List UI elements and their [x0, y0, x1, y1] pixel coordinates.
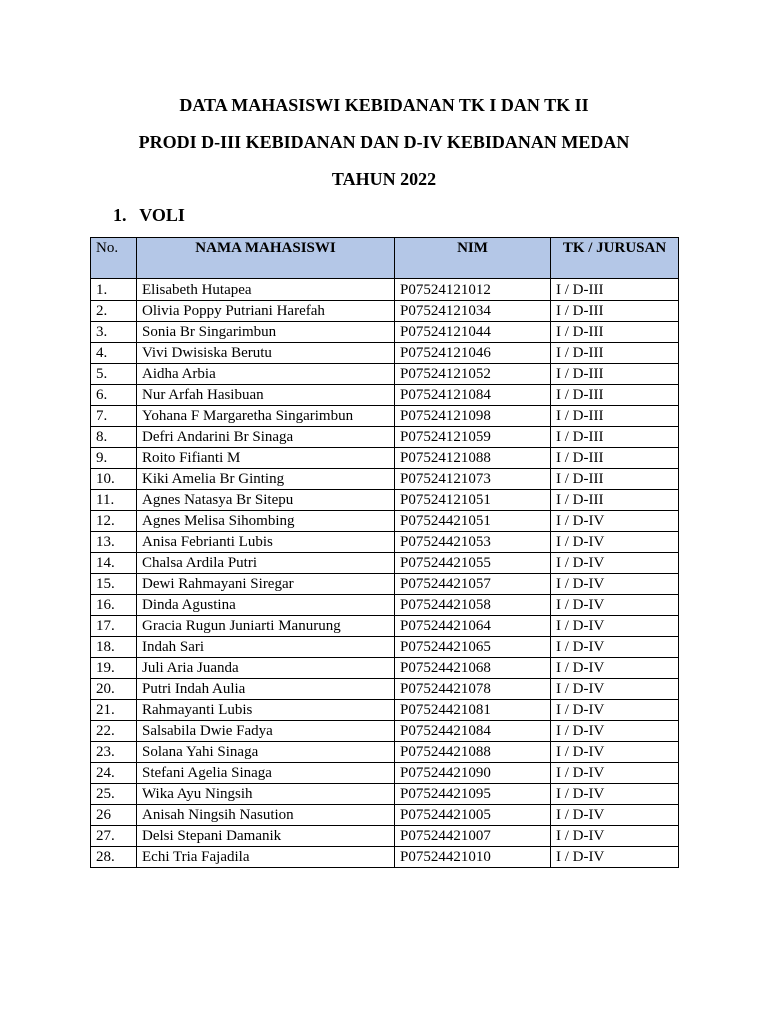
table-row: [91, 322, 679, 343]
section-title: VOLI: [139, 205, 185, 225]
table-row: [91, 301, 679, 322]
cell-nim: P07524121059: [395, 427, 551, 448]
cell-tk-jurusan: I / D-III: [551, 301, 679, 322]
table-row: [91, 721, 679, 742]
table-row: [91, 637, 679, 658]
cell-tk-jurusan: I / D-IV: [551, 532, 679, 553]
cell-nim: P07524421090: [395, 763, 551, 784]
table-row: [91, 427, 679, 448]
cell-nim: P07524421055: [395, 553, 551, 574]
cell-nim: P07524121051: [395, 490, 551, 511]
cell-no: 4.: [91, 343, 137, 364]
cell-name: Stefani Agelia Sinaga: [137, 763, 395, 784]
cell-name: Juli Aria Juanda: [137, 658, 395, 679]
cell-nim: P07524421058: [395, 595, 551, 616]
table-row: [91, 763, 679, 784]
cell-no: 11.: [91, 490, 137, 511]
cell-name: Wika Ayu Ningsih: [137, 784, 395, 805]
table-row: [91, 742, 679, 763]
cell-tk-jurusan: I / D-III: [551, 469, 679, 490]
cell-name: Solana Yahi Sinaga: [137, 742, 395, 763]
header-tk-jurusan: TK / JURUSAN: [551, 238, 679, 279]
section-heading: [113, 204, 185, 226]
cell-name: Defri Andarini Br Sinaga: [137, 427, 395, 448]
cell-tk-jurusan: I / D-IV: [551, 763, 679, 784]
cell-name: Indah Sari: [137, 637, 395, 658]
cell-nim: P07524121052: [395, 364, 551, 385]
cell-no: 27.: [91, 826, 137, 847]
cell-nim: P07524421064: [395, 616, 551, 637]
cell-no: 20.: [91, 679, 137, 700]
cell-no: 15.: [91, 574, 137, 595]
cell-tk-jurusan: I / D-IV: [551, 616, 679, 637]
cell-tk-jurusan: I / D-IV: [551, 784, 679, 805]
cell-no: 19.: [91, 658, 137, 679]
cell-no: 12.: [91, 511, 137, 532]
cell-no: 7.: [91, 406, 137, 427]
cell-tk-jurusan: I / D-IV: [551, 700, 679, 721]
table-row: [91, 343, 679, 364]
cell-nim: P07524421088: [395, 742, 551, 763]
cell-no: 13.: [91, 532, 137, 553]
cell-tk-jurusan: I / D-III: [551, 427, 679, 448]
table-row: [91, 448, 679, 469]
document-title: DATA MAHASISWI KEBIDANAN TK I DAN TK II: [179, 95, 589, 115]
table-row: [91, 616, 679, 637]
table-row: [91, 490, 679, 511]
cell-name: Kiki Amelia Br Ginting: [137, 469, 395, 490]
cell-no: 1.: [91, 279, 137, 301]
cell-name: Salsabila Dwie Fadya: [137, 721, 395, 742]
cell-name: Sonia Br Singarimbun: [137, 322, 395, 343]
cell-tk-jurusan: I / D-IV: [551, 721, 679, 742]
cell-no: 26: [91, 805, 137, 826]
student-table: [90, 237, 679, 868]
cell-nim: P07524121012: [395, 279, 551, 301]
cell-tk-jurusan: I / D-IV: [551, 826, 679, 847]
cell-no: 3.: [91, 322, 137, 343]
cell-no: 23.: [91, 742, 137, 763]
cell-nim: P07524121046: [395, 343, 551, 364]
cell-name: Agnes Natasya Br Sitepu: [137, 490, 395, 511]
cell-no: 16.: [91, 595, 137, 616]
cell-name: Agnes Melisa Sihombing: [137, 511, 395, 532]
cell-name: Dinda Agustina: [137, 595, 395, 616]
table-row: [91, 553, 679, 574]
cell-no: 17.: [91, 616, 137, 637]
cell-tk-jurusan: I / D-IV: [551, 574, 679, 595]
cell-nim: P07524121084: [395, 385, 551, 406]
table-row: [91, 805, 679, 826]
cell-tk-jurusan: I / D-IV: [551, 679, 679, 700]
cell-nim: P07524421068: [395, 658, 551, 679]
cell-tk-jurusan: I / D-IV: [551, 637, 679, 658]
cell-no: 8.: [91, 427, 137, 448]
cell-nim: P07524121088: [395, 448, 551, 469]
table-body: [91, 279, 679, 868]
cell-no: 10.: [91, 469, 137, 490]
table-row: [91, 679, 679, 700]
cell-tk-jurusan: I / D-III: [551, 322, 679, 343]
cell-no: 6.: [91, 385, 137, 406]
cell-no: 9.: [91, 448, 137, 469]
cell-nim: P07524421078: [395, 679, 551, 700]
table-row: [91, 574, 679, 595]
table-row: [91, 385, 679, 406]
cell-name: Yohana F Margaretha Singarimbun: [137, 406, 395, 427]
cell-tk-jurusan: I / D-IV: [551, 511, 679, 532]
cell-tk-jurusan: I / D-III: [551, 448, 679, 469]
cell-name: Nur Arfah Hasibuan: [137, 385, 395, 406]
cell-no: 25.: [91, 784, 137, 805]
cell-no: 24.: [91, 763, 137, 784]
table-row: [91, 364, 679, 385]
cell-nim: P07524121098: [395, 406, 551, 427]
cell-name: Delsi Stepani Damanik: [137, 826, 395, 847]
cell-nim: P07524421057: [395, 574, 551, 595]
cell-tk-jurusan: I / D-IV: [551, 553, 679, 574]
table-row: [91, 826, 679, 847]
table-row: [91, 595, 679, 616]
cell-no: 18.: [91, 637, 137, 658]
cell-nim: P07524421084: [395, 721, 551, 742]
cell-tk-jurusan: I / D-III: [551, 406, 679, 427]
cell-no: 5.: [91, 364, 137, 385]
cell-tk-jurusan: I / D-IV: [551, 595, 679, 616]
cell-name: Rahmayanti Lubis: [137, 700, 395, 721]
cell-name: Gracia Rugun Juniarti Manurung: [137, 616, 395, 637]
cell-name: Dewi Rahmayani Siregar: [137, 574, 395, 595]
cell-tk-jurusan: I / D-IV: [551, 847, 679, 868]
header-name: NAMA MAHASISWI: [137, 238, 395, 279]
table-row: [91, 658, 679, 679]
cell-name: Roito Fifianti M: [137, 448, 395, 469]
cell-name: Aidha Arbia: [137, 364, 395, 385]
cell-nim: P07524121044: [395, 322, 551, 343]
table-header: [91, 238, 679, 279]
cell-name: Anisah Ningsih Nasution: [137, 805, 395, 826]
cell-name: Anisa Febrianti Lubis: [137, 532, 395, 553]
cell-nim: P07524421065: [395, 637, 551, 658]
cell-nim: P07524421081: [395, 700, 551, 721]
header-no: No.: [91, 238, 137, 279]
table-row: [91, 784, 679, 805]
cell-nim: P07524421095: [395, 784, 551, 805]
cell-name: Echi Tria Fajadila: [137, 847, 395, 868]
cell-no: 22.: [91, 721, 137, 742]
cell-name: Chalsa Ardila Putri: [137, 553, 395, 574]
cell-tk-jurusan: I / D-III: [551, 385, 679, 406]
header-row: [91, 238, 679, 279]
cell-no: 21.: [91, 700, 137, 721]
cell-tk-jurusan: I / D-IV: [551, 742, 679, 763]
cell-name: Vivi Dwisiska Berutu: [137, 343, 395, 364]
cell-no: 14.: [91, 553, 137, 574]
cell-nim: P07524121034: [395, 301, 551, 322]
cell-tk-jurusan: I / D-III: [551, 343, 679, 364]
table-row: [91, 532, 679, 553]
cell-nim: P07524121073: [395, 469, 551, 490]
header-nim: NIM: [395, 238, 551, 279]
cell-name: Putri Indah Aulia: [137, 679, 395, 700]
cell-no: 2.: [91, 301, 137, 322]
cell-nim: P07524421051: [395, 511, 551, 532]
table-row: [91, 279, 679, 301]
cell-tk-jurusan: I / D-IV: [551, 658, 679, 679]
cell-tk-jurusan: I / D-III: [551, 279, 679, 301]
cell-tk-jurusan: I / D-III: [551, 364, 679, 385]
cell-tk-jurusan: I / D-IV: [551, 805, 679, 826]
table-row: [91, 469, 679, 490]
document-year: TAHUN 2022: [331, 169, 437, 189]
cell-tk-jurusan: I / D-III: [551, 490, 679, 511]
cell-nim: P07524421007: [395, 826, 551, 847]
cell-nim: P07524421005: [395, 805, 551, 826]
cell-no: 28.: [91, 847, 137, 868]
cell-nim: P07524421053: [395, 532, 551, 553]
cell-name: Olivia Poppy Putriani Harefah: [137, 301, 395, 322]
cell-nim: P07524421010: [395, 847, 551, 868]
cell-name: Elisabeth Hutapea: [137, 279, 395, 301]
section-number: 1.: [113, 205, 127, 225]
document-subtitle: PRODI D-III KEBIDANAN DAN D-IV KEBIDANAN MEDAN: [138, 132, 630, 152]
table-row: [91, 511, 679, 532]
table-row: [91, 847, 679, 868]
table-row: [91, 406, 679, 427]
table-row: [91, 700, 679, 721]
